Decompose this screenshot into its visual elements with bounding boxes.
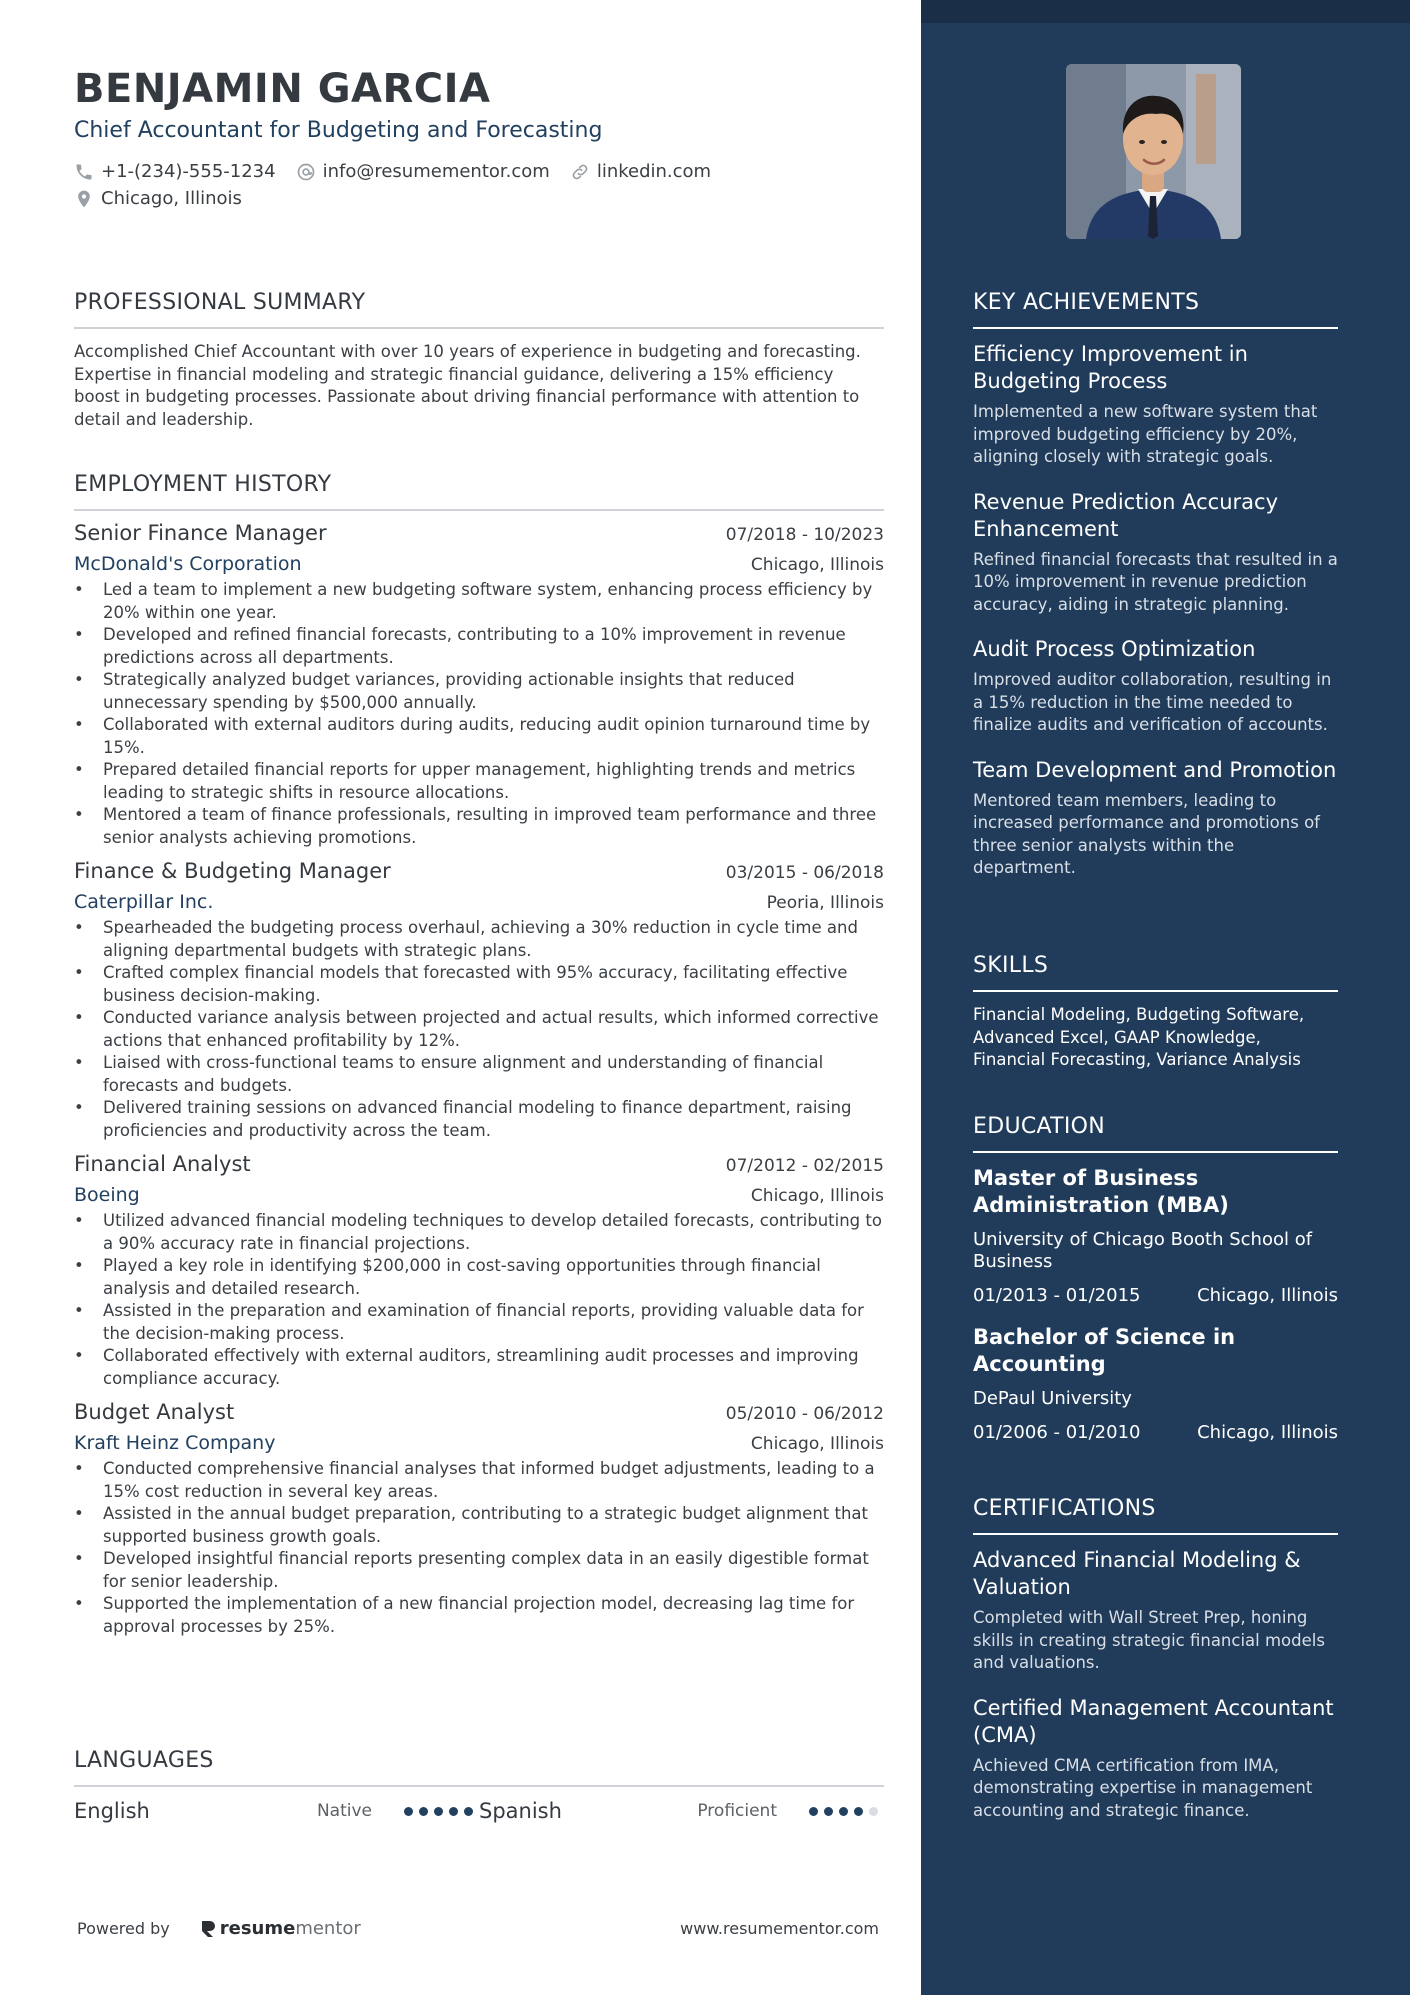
resumementor-logo-icon — [200, 1919, 216, 1939]
job-bullet: • Strategically analyzed budget variances, providing actionable insights that reduced unnecessary spending by $500,000 annually. — [74, 669, 884, 714]
phone-text: +1-(234)-555-1234 — [101, 161, 276, 182]
job-bullet: • Developed and refined financial forecasts, contributing to a 10% improvement in revenue predictions across all departments. — [74, 624, 884, 669]
job-bullet: • Conducted variance analysis between projected and actual results, which informed corrective actions that enhanced profitability by 12%. — [74, 1007, 884, 1052]
proficiency-dot-filled — [839, 1807, 848, 1816]
job-bullet: • Mentored a team of finance professionals, resulting in improved team performance and three senior analysts achieving promotions. — [74, 804, 884, 849]
contact-email[interactable] — [296, 161, 550, 182]
job-location: Chicago, Illinois — [750, 555, 884, 575]
achievement-title: Efficiency Improvement in Budgeting Process — [973, 342, 1248, 393]
job-entry — [74, 521, 884, 849]
job-dates: 07/2018 - 10/2023 — [725, 525, 884, 545]
education-degree: Master of Business Administration (MBA) — [973, 1166, 1229, 1217]
education-school: University of Chicago Booth School of Business — [973, 1229, 1313, 1272]
job-location: Chicago, Illinois — [750, 1434, 884, 1454]
education-dates: 01/2013 - 01/2015 — [973, 1285, 1141, 1306]
job-bullet: • Conducted comprehensive financial analyses that informed budget adjustments, leading to a 15% cost reduction in several key areas. — [74, 1458, 884, 1503]
candidate-name: BENJAMIN GARCIA — [74, 66, 491, 112]
location-text: Chicago, Illinois — [101, 188, 242, 209]
job-bullets — [74, 917, 884, 1142]
job-bullet: • Delivered training sessions on advanced financial modeling to finance department, raising proficiencies and productivity across the team. — [74, 1097, 884, 1142]
achievement-desc: Improved auditor collaboration, resulting in a 15% reduction in the time needed to finalize audits and verification of accounts. — [973, 670, 1332, 734]
proficiency-dot-filled — [419, 1807, 428, 1816]
job-bullets — [74, 1210, 884, 1390]
education-heading: EDUCATION — [973, 1114, 1338, 1153]
skills-section — [973, 953, 1338, 1072]
job-location: Chicago, Illinois — [750, 1186, 884, 1206]
achievement-item — [973, 636, 1338, 737]
phone-icon — [74, 162, 94, 182]
education-school: DePaul University — [973, 1388, 1132, 1409]
education-location: Chicago, Illinois — [1197, 1285, 1338, 1306]
certification-desc: Completed with Wall Street Prep, honing skills in creating strategic financial models and valuations. — [973, 1608, 1325, 1672]
link-icon — [570, 162, 590, 182]
email-text: info@resumementor.com — [322, 161, 550, 182]
language-item — [74, 1799, 479, 1823]
job-title: Finance & Budgeting Manager — [74, 859, 391, 883]
achievement-title: Revenue Prediction Accuracy Enhancement — [973, 489, 1279, 541]
candidate-title: Chief Accountant for Budgeting and Forecasting — [74, 118, 603, 143]
contact-row-location — [74, 188, 262, 209]
achievement-item — [973, 489, 1338, 617]
certifications-section — [973, 1496, 1338, 1822]
sidebar — [921, 0, 1410, 1995]
proficiency-dots — [809, 1807, 884, 1816]
job-title: Financial Analyst — [74, 1152, 251, 1176]
job-bullet: • Spearheaded the budgeting process overhaul, achieving a 30% reduction in cycle time and aligning departmental budgets with strategic plans. — [74, 917, 884, 962]
certification-title: Advanced Financial Modeling & Valuation — [973, 1548, 1301, 1599]
contact-row — [74, 161, 731, 182]
certification-item — [973, 1547, 1338, 1675]
job-company: McDonald's Corporation — [74, 553, 302, 575]
education-item — [973, 1165, 1338, 1306]
linkedin-text: linkedin.com — [596, 161, 712, 182]
job-bullet: • Prepared detailed financial reports for upper management, highlighting trends and metrics leading to strategic shifts in resource allocations. — [74, 759, 884, 804]
footer-website[interactable]: www.resumementor.com — [680, 1919, 879, 1938]
contact-phone[interactable] — [74, 161, 276, 182]
proficiency-dot-empty — [869, 1807, 878, 1816]
job-company: Kraft Heinz Company — [74, 1432, 276, 1454]
certifications-heading: CERTIFICATIONS — [973, 1496, 1338, 1535]
job-bullet: • Crafted complex financial models that forecasted with 95% accuracy, facilitating effective business decision-making. — [74, 962, 884, 1007]
education-section — [973, 1114, 1338, 1443]
languages-section — [74, 1748, 884, 1823]
contact-location — [74, 188, 242, 209]
job-bullet: • Developed insightful financial reports presenting complex data in an easily digestible format for senior leadership. — [74, 1548, 884, 1593]
job-company: Boeing — [74, 1184, 140, 1206]
job-dates: 05/2010 - 06/2012 — [725, 1404, 884, 1424]
job-location: Peoria, Illinois — [766, 893, 884, 913]
skills-list: Financial Modeling, Budgeting Software, Advanced Excel, GAAP Knowledge, Financial Forecasting, Variance Analysis — [973, 1005, 1305, 1069]
education-degree: Bachelor of Science in Accounting — [973, 1325, 1236, 1376]
education-location: Chicago, Illinois — [1197, 1422, 1338, 1443]
job-entry — [74, 859, 884, 1142]
summary-text: Accomplished Chief Accountant with over 10 years of experience in budgeting and forecasting. Expertise in financial modeling and strategic financial guidance, delivering a 15% efficiency boost in budgeting processes. Passionate about driving financial performance with attention to detail and leadership. — [74, 342, 861, 429]
job-entry — [74, 1152, 884, 1390]
proficiency-dots — [404, 1807, 479, 1816]
language-level: Native — [316, 1801, 372, 1821]
achievement-item — [973, 341, 1338, 469]
proficiency-dot-filled — [854, 1807, 863, 1816]
job-company: Caterpillar Inc. — [74, 891, 214, 913]
job-entry — [74, 1400, 884, 1638]
proficiency-dot-filled — [824, 1807, 833, 1816]
languages-heading: LANGUAGES — [74, 1748, 884, 1787]
profile-photo — [1066, 64, 1241, 239]
achievements-section — [973, 290, 1338, 880]
job-bullet: • Utilized advanced financial modeling techniques to develop detailed forecasts, contributing to a 90% accuracy rate in financial projections. — [74, 1210, 884, 1255]
proficiency-dot-filled — [809, 1807, 818, 1816]
achievement-desc: Mentored team members, leading to increased performance and promotions of three senior analysts within the department. — [973, 790, 1320, 877]
brand-light: mentor — [295, 1918, 361, 1939]
job-title: Budget Analyst — [74, 1400, 235, 1424]
job-bullet: • Liaised with cross-functional teams to ensure alignment and understanding of financial forecasts and budgets. — [74, 1052, 884, 1097]
language-name: Spanish — [479, 1799, 562, 1823]
certification-item — [973, 1695, 1338, 1823]
job-bullet: • Played a key role in identifying $200,000 in cost-saving opportunities through financial analysis and detailed research. — [74, 1255, 884, 1300]
achievement-title: Audit Process Optimization — [973, 637, 1256, 661]
job-bullet: • Supported the implementation of a new financial projection model, decreasing lag time for approval processes by 25%. — [74, 1593, 884, 1638]
location-pin-icon — [74, 189, 94, 209]
brand-bold: resume — [219, 1918, 296, 1939]
summary-section — [74, 290, 884, 431]
achievement-item — [973, 757, 1338, 880]
language-level: Proficient — [697, 1801, 777, 1821]
certification-title: Certified Management Accountant (CMA) — [973, 1695, 1334, 1747]
job-bullet: • Assisted in the preparation and examination of financial reports, providing valuable data for the decision-making process. — [74, 1300, 884, 1345]
achievement-title: Team Development and Promotion — [973, 757, 1337, 782]
employment-heading: EMPLOYMENT HISTORY — [74, 472, 884, 511]
job-bullet: • Assisted in the annual budget preparation, contributing to a strategic budget alignment that supported business growth goals. — [74, 1503, 884, 1548]
certification-desc: Achieved CMA certification from IMA, demonstrating expertise in management accounting and strategic finance. — [973, 1755, 1313, 1820]
avatar-portrait — [1066, 64, 1241, 239]
education-dates: 01/2006 - 01/2010 — [973, 1422, 1141, 1443]
job-dates: 03/2015 - 06/2018 — [725, 863, 884, 883]
education-item — [973, 1324, 1338, 1443]
summary-heading: PROFESSIONAL SUMMARY — [74, 290, 884, 329]
employment-section — [74, 472, 884, 1638]
achievement-desc: Implemented a new software system that improved budgeting efficiency by 20%, aligning closely with strategic goals. — [973, 402, 1318, 466]
job-bullets — [74, 1458, 884, 1638]
achievements-heading: KEY ACHIEVEMENTS — [973, 290, 1338, 329]
footer — [77, 1918, 879, 1939]
powered-by-text: Powered by — [77, 1919, 170, 1938]
at-icon — [296, 162, 316, 182]
job-dates: 07/2012 - 02/2015 — [725, 1156, 884, 1176]
proficiency-dot-filled — [449, 1807, 458, 1816]
proficiency-dot-filled — [404, 1807, 413, 1816]
proficiency-dot-filled — [434, 1807, 443, 1816]
job-bullet: • Led a team to implement a new budgeting software system, enhancing process efficiency by 20% within one year. — [74, 579, 884, 624]
skills-heading: SKILLS — [973, 953, 1338, 992]
language-item — [479, 1799, 884, 1823]
achievement-desc: Refined financial forecasts that resulted in a 10% improvement in revenue prediction accuracy, aiding in strategic planning. — [973, 549, 1338, 614]
proficiency-dot-filled — [464, 1807, 473, 1816]
job-bullet: • Collaborated with external auditors during audits, reducing audit opinion turnaround time by 15%. — [74, 714, 884, 759]
job-title: Senior Finance Manager — [74, 521, 327, 545]
sidebar-top-bar — [921, 0, 1410, 23]
language-name: English — [74, 1799, 150, 1823]
brand-logo[interactable] — [200, 1918, 361, 1939]
job-bullets — [74, 579, 884, 849]
contact-linkedin[interactable] — [570, 161, 711, 182]
job-bullet: • Collaborated effectively with external auditors, streamlining audit processes and improving compliance accuracy. — [74, 1345, 884, 1390]
